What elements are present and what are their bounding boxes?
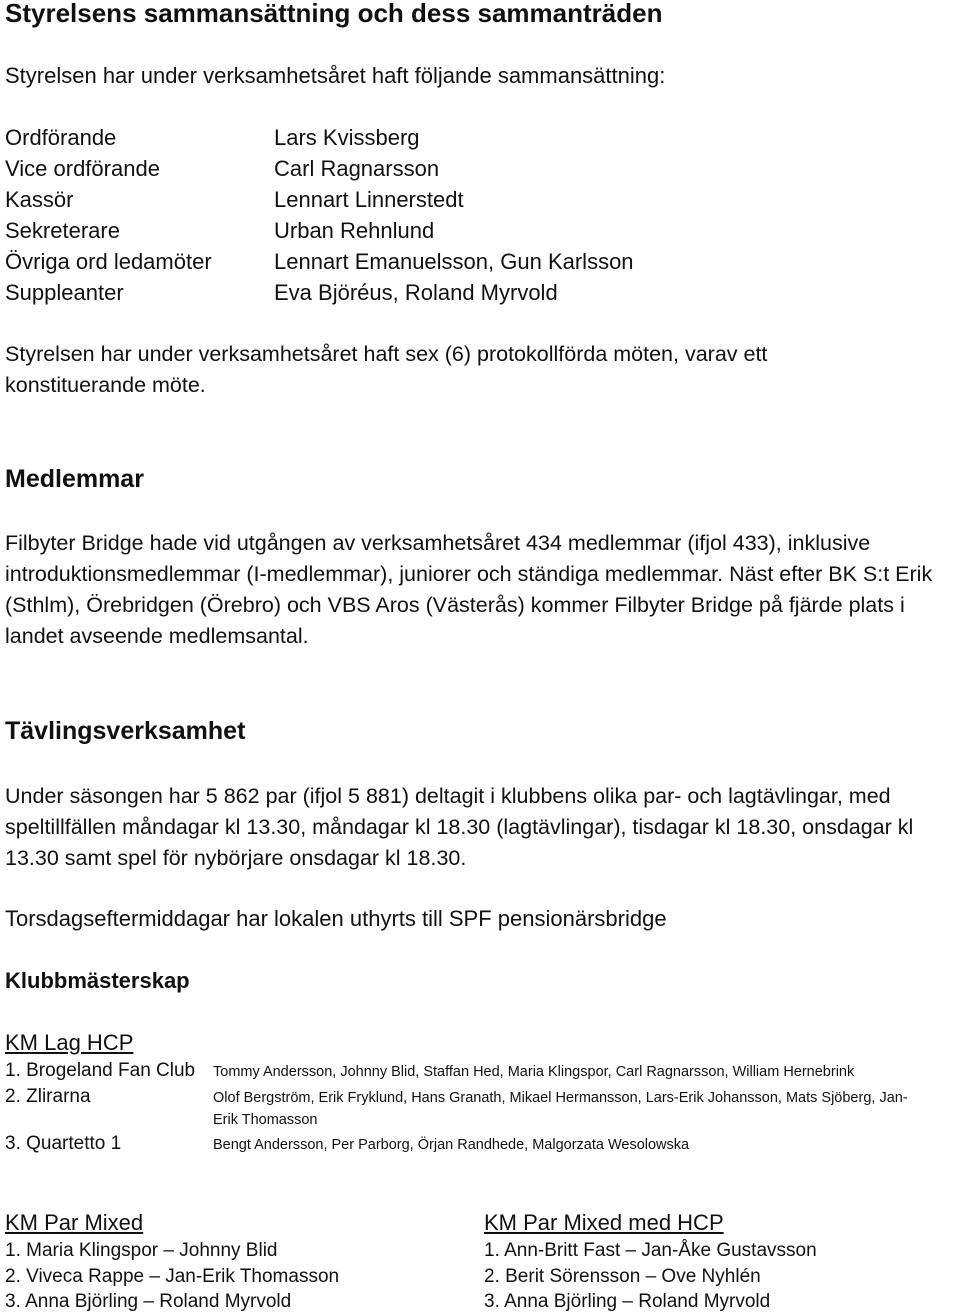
role-label: Vice ordförande bbox=[5, 156, 160, 181]
km-lag-title: KM Lag HCP bbox=[5, 1030, 134, 1055]
role-holder: Urban Rehnlund bbox=[274, 218, 435, 243]
board-names-column bbox=[274, 122, 634, 308]
competition-heading: Tävlingsverksamhet bbox=[5, 717, 246, 745]
result-row: 2. Berit Sörensson – Ove Nyhlén bbox=[484, 1265, 761, 1287]
result-row: 1. Ann-Britt Fast – Jan-Åke Gustavsson bbox=[484, 1240, 817, 1261]
board-roles-column bbox=[5, 122, 212, 308]
board-heading: Styrelsens sammansättning och dess sammanträden bbox=[5, 0, 663, 28]
team-name: 3. Quartetto 1 bbox=[5, 1133, 122, 1154]
result-row: 3. Anna Björling – Roland Myrvold bbox=[484, 1291, 771, 1312]
competition-text: Under säsongen har 5 862 par (ifjol 5 881) deltagit i klubbens olika par- och lagtävlingar, med speltillfällen måndagar kl 13.30, måndagar kl 18.30 (lagtävlingar), tisdagar kl 18.30, onsdagar kl 13.30 samt spel för nybörjare onsdagar kl 18.30. bbox=[5, 784, 914, 870]
championship-heading: Klubbmästerskap bbox=[5, 968, 190, 993]
result-row: 2. Viveca Rappe – Jan-Erik Thomasson bbox=[5, 1265, 340, 1287]
role-label: Sekreterare bbox=[5, 218, 120, 243]
role-label: Suppleanter bbox=[5, 280, 124, 305]
role-holder: Lars Kvissberg bbox=[274, 125, 420, 150]
km-par-mixed-title: KM Par Mixed bbox=[5, 1210, 144, 1235]
km-par-mixed-column bbox=[5, 1208, 339, 1315]
role-holder: Eva Björéus, Roland Myrvold bbox=[274, 280, 558, 305]
members-text: Filbyter Bridge hade vid utgången av verksamhetsåret 434 medlemmar (ifjol 433), inklusive introduktionsmedlemmar (I-medlemmar), juniorer och ständiga medlemmar. Näst efter BK S:t Erik (Sthlm), Örebridgen (Örebro) och VBS Aros (Västerås) kommer Filbyter Bridge på fjärde plats i landet avseende medlemsantal. bbox=[5, 531, 933, 648]
role-label: Ordförande bbox=[5, 125, 117, 150]
role-label: Kassör bbox=[5, 187, 74, 212]
rental-text: Torsdagseftermiddagar har lokalen uthyrts till SPF pensionärsbridge bbox=[5, 906, 667, 931]
result-row: 1. Maria Klingspor – Johnny Blid bbox=[5, 1240, 278, 1261]
board-meetings-text: Styrelsen har under verksamhetsåret haft sex (6) protokollförda möten, varav ett konstituerande möte. bbox=[5, 342, 768, 397]
role-holder: Lennart Linnerstedt bbox=[274, 187, 464, 212]
team-name: 1. Brogeland Fan Club bbox=[5, 1060, 196, 1081]
role-label: Övriga ord ledamöter bbox=[5, 249, 212, 274]
team-players: Tommy Andersson, Johnny Blid, Staffan Hed, Maria Klingspor, Carl Ragnarsson, William Hernebrink bbox=[213, 1064, 855, 1080]
members-heading: Medlemmar bbox=[5, 465, 144, 493]
role-holder: Carl Ragnarsson bbox=[274, 156, 440, 181]
team-players: Bengt Andersson, Per Parborg, Örjan Randhede, Malgorzata Wesolowska bbox=[213, 1137, 690, 1153]
km-par-mixed-hcp-title: KM Par Mixed med HCP bbox=[484, 1210, 724, 1235]
team-players: Olof Bergström, Erik Fryklund, Hans Granath, Mikael Hermansson, Lars-Erik Johansson, Mats Sjöberg, Jan-Erik Thomasson bbox=[213, 1090, 908, 1128]
team-name: 2. Zlirarna bbox=[5, 1086, 91, 1107]
board-intro: Styrelsen har under verksamhetsåret haft följande sammansättning: bbox=[5, 63, 666, 88]
role-holder: Lennart Emanuelsson, Gun Karlsson bbox=[274, 249, 634, 274]
km-par-mixed-hcp-column bbox=[484, 1208, 817, 1315]
result-row: 3. Anna Björling – Roland Myrvold bbox=[5, 1291, 292, 1312]
